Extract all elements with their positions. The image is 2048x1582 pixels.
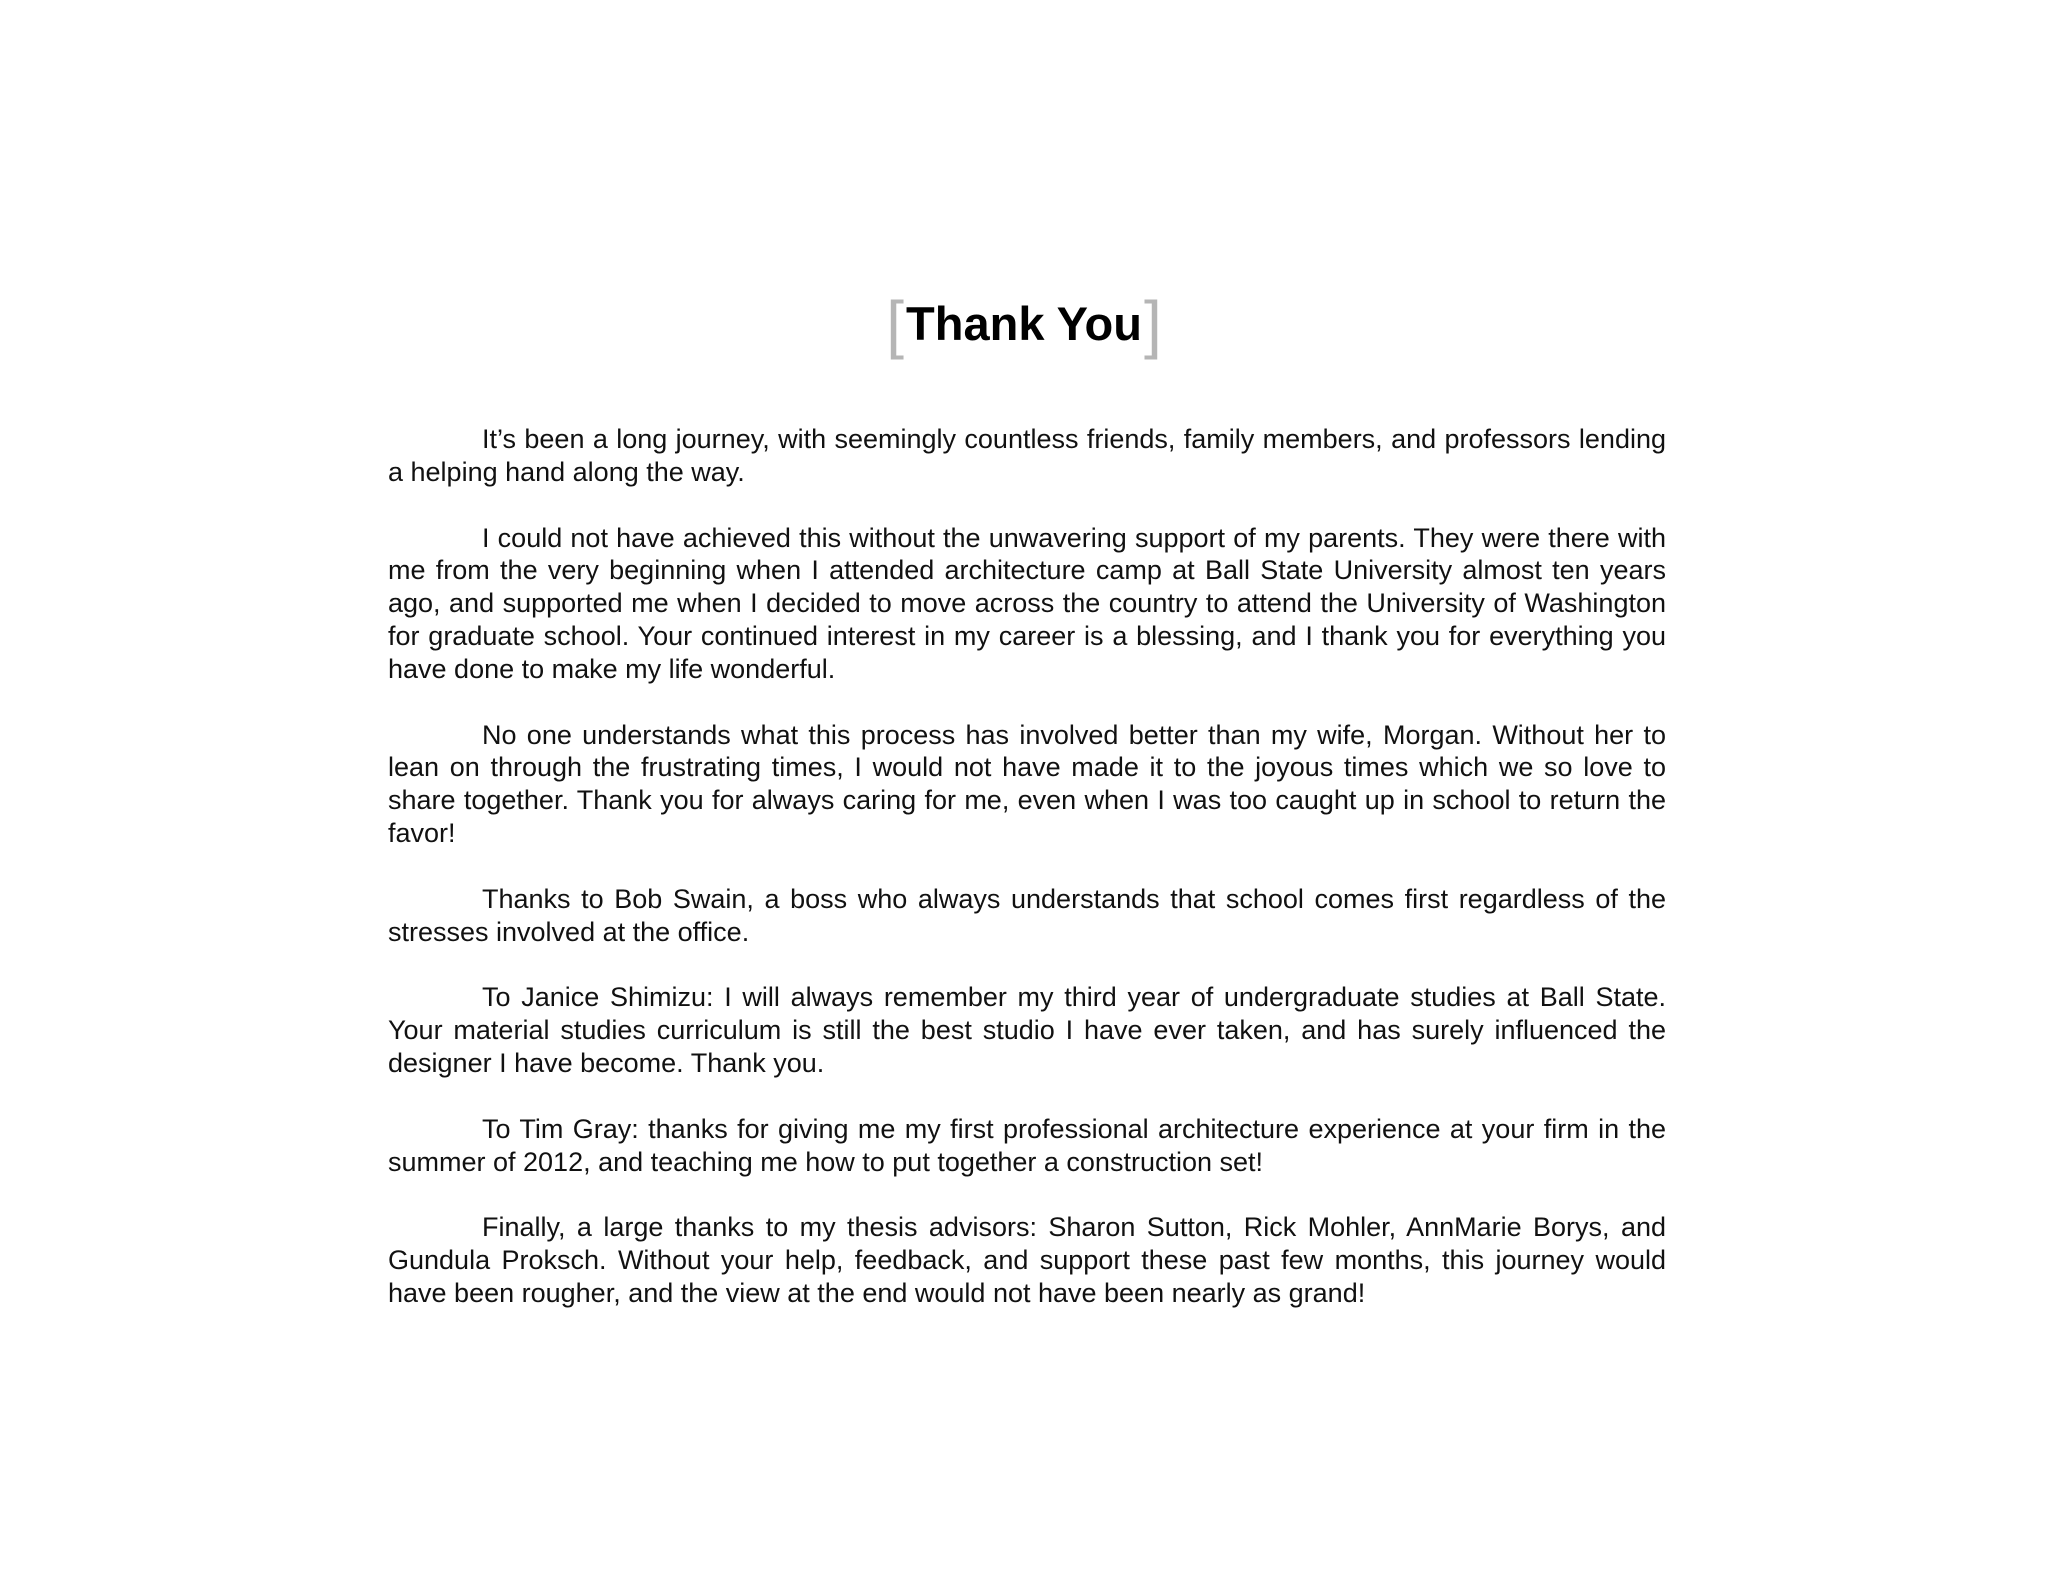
paragraph-advisors: Finally, a large thanks to my thesis advisors: Sharon Sutton, Rick Mohler, AnnMarie Borys, and Gundula Proksch. Without your help, feedback, and support these past few months, this journey would have been rougher, and the view at the end would not have been nearly as grand! bbox=[388, 1212, 1666, 1308]
paragraph-boss: Thanks to Bob Swain, a boss who always understands that school comes first regardless of the stresses involved at the office. bbox=[388, 883, 1666, 947]
paragraph-janice: To Janice Shimizu: I will always remember my third year of undergraduate studies at Ball State. Your material studies curriculum is still the best studio I have ever taken, and has surely influenced the designer I have become. Thank you. bbox=[388, 982, 1666, 1078]
page-title bbox=[0, 288, 2048, 360]
body-text bbox=[388, 423, 1666, 1343]
paragraph-parents: I could not have achieved this without the unwavering support of my parents. They were there with me from the very beginning when I attended architecture camp at Ball State University almost ten years ago, and supported me when I decided to move across the country to attend the University of Washington for graduate school. Your continued interest in my career is a blessing, and I thank you for everything you have done to make my life wonderful. bbox=[388, 522, 1666, 684]
title-open-bracket: [ bbox=[886, 288, 905, 360]
title-close-bracket: ] bbox=[1143, 288, 1162, 360]
title-text: Thank You bbox=[906, 297, 1142, 350]
paragraph-wife: No one understands what this process has involved better than my wife, Morgan. Without her to lean on through the frustrating times, I would not have made it to the joyous times which we so love to share together. Thank you for always caring for me, even when I was too caught up in school to return the favor! bbox=[388, 719, 1666, 848]
paragraph-journey: It’s been a long journey, with seemingly countless friends, family members, and professors lending a helping hand along the way. bbox=[388, 424, 1666, 487]
paragraph-tim: To Tim Gray: thanks for giving me my first professional architecture experience at your firm in the summer of 2012, and teaching me how to put together a construction set! bbox=[388, 1113, 1666, 1177]
